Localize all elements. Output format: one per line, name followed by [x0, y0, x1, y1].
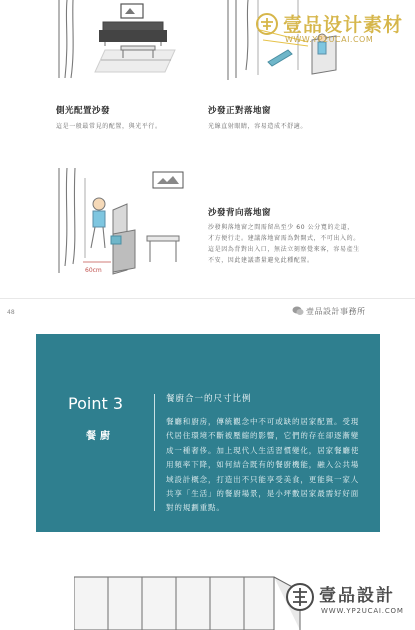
panel-body: 餐廳和廚房，傳統觀念中不可或缺的居家配置。受現代居住環境不斷被壓縮的影響，它們的存在卻逐漸變成一種奢侈。加上現代人生活習慣變化，居家餐廳使用頻率下降，如何結合既有的餐廚機能，融入公共場域設計概念，打造出不只能享受美食，更能與一家人共享「生活」的餐廚場景，是小坪數居家最需好好面對的規劃重點。 [166, 417, 360, 513]
living-room-illustration-back-to-window [55, 148, 195, 278]
yipin-circle-logo-icon [285, 582, 315, 612]
page-number: 48 [7, 309, 15, 316]
panel-divider-line [154, 394, 155, 511]
watermark-bottom [283, 576, 415, 630]
caption-body-2: 光線直射眼睛，容易造成不舒適。 [208, 123, 308, 130]
office-name: 壹品設計事務所 [306, 307, 366, 316]
point-title: Point 3 [68, 394, 123, 413]
dimension-label: 60cm [85, 267, 102, 274]
watermark-bottom-text: 壹品設計 [319, 586, 395, 606]
point-panel [36, 334, 380, 532]
watermark-top-url: WWW.YP2UCAI.COM [285, 35, 374, 44]
caption-title-3: 沙發背向落地窗 [208, 208, 272, 218]
watermark-bottom-url: WWW.YP2UCAI.COM [321, 607, 404, 615]
yipin-logo-icon [255, 12, 279, 36]
caption-title-2: 沙發正對落地窗 [208, 106, 272, 116]
living-room-illustration-side-light [55, 0, 190, 80]
caption-body-3: 沙發與落地窗之間需留出至少 60 公分寬的走道，才方便行走。建議落地窗需為對開式，不可出入的。這是因為背對出入口，無法立刻察覺來客，容易產生不安，因此建議盡量避免此種配置。 [208, 224, 360, 264]
panel-heading: 餐廚合一的尺寸比例 [166, 394, 252, 404]
wechat-icon [292, 306, 304, 316]
caption-body-1: 這是一般最常見的配置，與光平行。 [56, 123, 162, 130]
point-subtitle: 餐廚 [86, 431, 114, 442]
page-divider [0, 298, 415, 299]
watermark-top [255, 6, 415, 50]
watermark-top-text: 壹品设计素材 [283, 14, 404, 36]
caption-title-1: 側光配置沙發 [56, 106, 111, 116]
